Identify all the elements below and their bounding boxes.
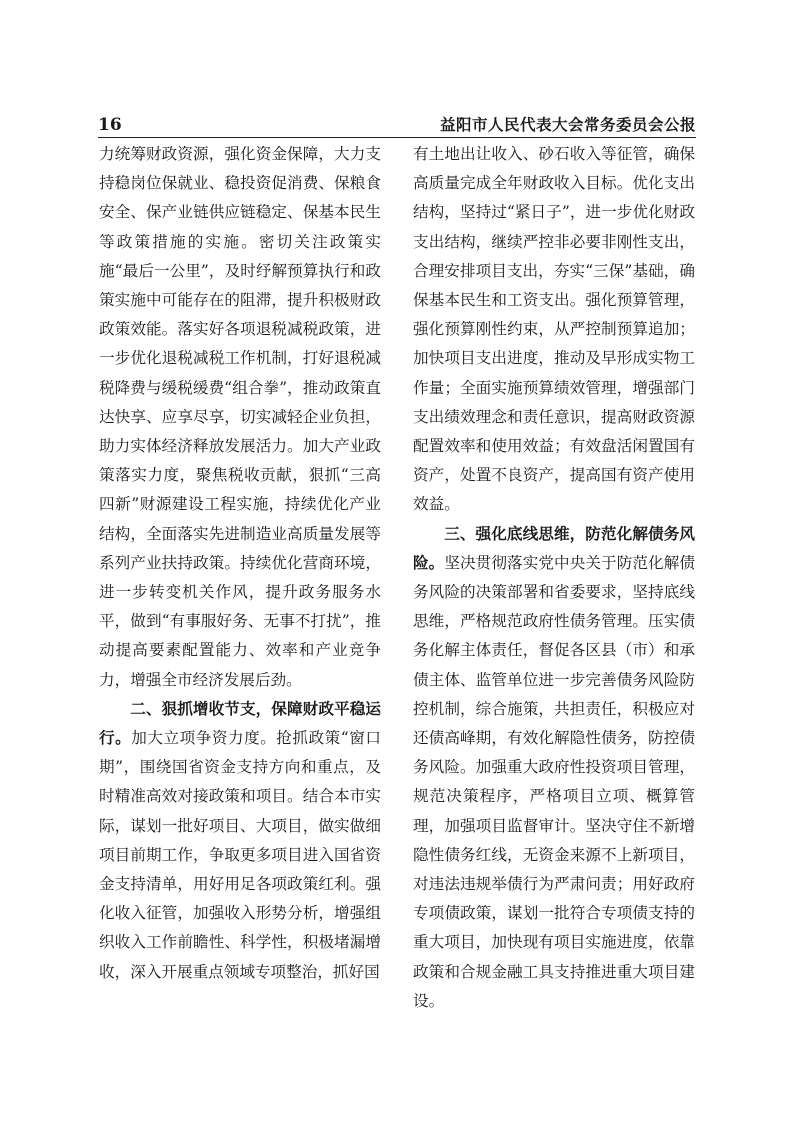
section-3-body: 坚决贯彻落实党中央关于防范化解债务风险的决策部署和省委要求，坚持底线思维，严格规范政府性债务管理。压实债务化解主体责任，督促各区县（市）和承债主体、监管单位进一步完善债务风险防控机制，综合施策，共担责任，积极应对还债高峰期，有效化解隐性债务，防控债务风险。加强重大政府性投资项目管理，规范决策程序，严格项目立项、概算管理，加强项目监督审计。坚决守住不新增隐性债务红线，无资金来源不上新项目，对违法违规举债行为严肃问责；用好政府专项债政策，谋划一批符合专项债支持的重大项目，加快现有项目实施进度，依靠政策和合规金融工具支持推进重大项目建设。	[413, 553, 695, 1010]
header-divider	[98, 137, 696, 138]
paragraph-section-3	[413, 520, 695, 1016]
section-2-heading: 二、狠抓增收节支，保障财政平稳运行。	[99, 699, 381, 748]
right-column	[413, 140, 695, 1016]
paragraph-fiscal-policy: 力统筹财政资源，强化资金保障，大力支持稳岗位保就业、稳投资促消费、保粮食安全、保产业链供应链稳定、保基本民生等政策措施的实施。密切关注政策实施“最后一公里”，及时纾解预算执行和政策实施中可能存在的阻滞，提升积极财政政策效能。落实好各项退税减税政策，进一步优化退税减税工作机制，打好退税减税降费与缓税缓费“组合拳”，推动政策直达快享、应享尽享，切实减轻企业负担，助力实体经济释放发展活力。加大产业政策落实力度，聚焦税收贡献，狠抓“三高四新”财源建设工程实施，持续优化产业结构，全面落实先进制造业高质量发展等系列产业扶持政策。持续优化营商环境，进一步转变机关作风，提升政务服务水平，做到“有事服好务、无事不打扰”，推动提高要素配置能力、效率和产业竞争力，增强全市经济发展后劲。	[99, 145, 381, 689]
page-header	[98, 114, 696, 136]
paragraph-section-2	[99, 695, 381, 987]
left-column	[99, 140, 381, 987]
section-2-body: 加大立项争资力度。抢抓政策“窗口期”，围绕国省资金支持方向和重点，及时精准高效对接政策和项目。结合本市实际，谋划一批好项目、大项目，做实做细项目前期工作，争取更多项目进入国省资金支持清单，用好用足各项政策红利。强化收入征管，加强收入形势分析，增强组织收入工作前瞻性、科学性，积极堵漏增收，深入开展重点领域专项整治，抓好国	[99, 729, 381, 981]
journal-title: 益阳市人民代表大会常务委员会公报	[439, 115, 696, 134]
paragraph-expenditure: 有土地出让收入、砂石收入等征管，确保高质量完成全年财政收入目标。优化支出结构，坚持过“紧日子”，进一步优化财政支出结构，继续严控非必要非刚性支出，合理安排项目支出，夯实“三保”基础，确保基本民生和工资支出。强化预算管理，强化预算刚性约束，从严控制预算追加；加快项目支出进度，推动及早形成实物工作量；全面实施预算绩效管理，增强部门支出绩效理念和责任意识，提高财政资源配置效率和使用效益；有效盘活闲置国有资产，处置不良资产，提高国有资产使用效益。	[413, 145, 695, 514]
section-3-heading: 三、强化底线思维，防范化解债务风险。	[413, 524, 695, 572]
page-number: 16	[98, 115, 122, 135]
